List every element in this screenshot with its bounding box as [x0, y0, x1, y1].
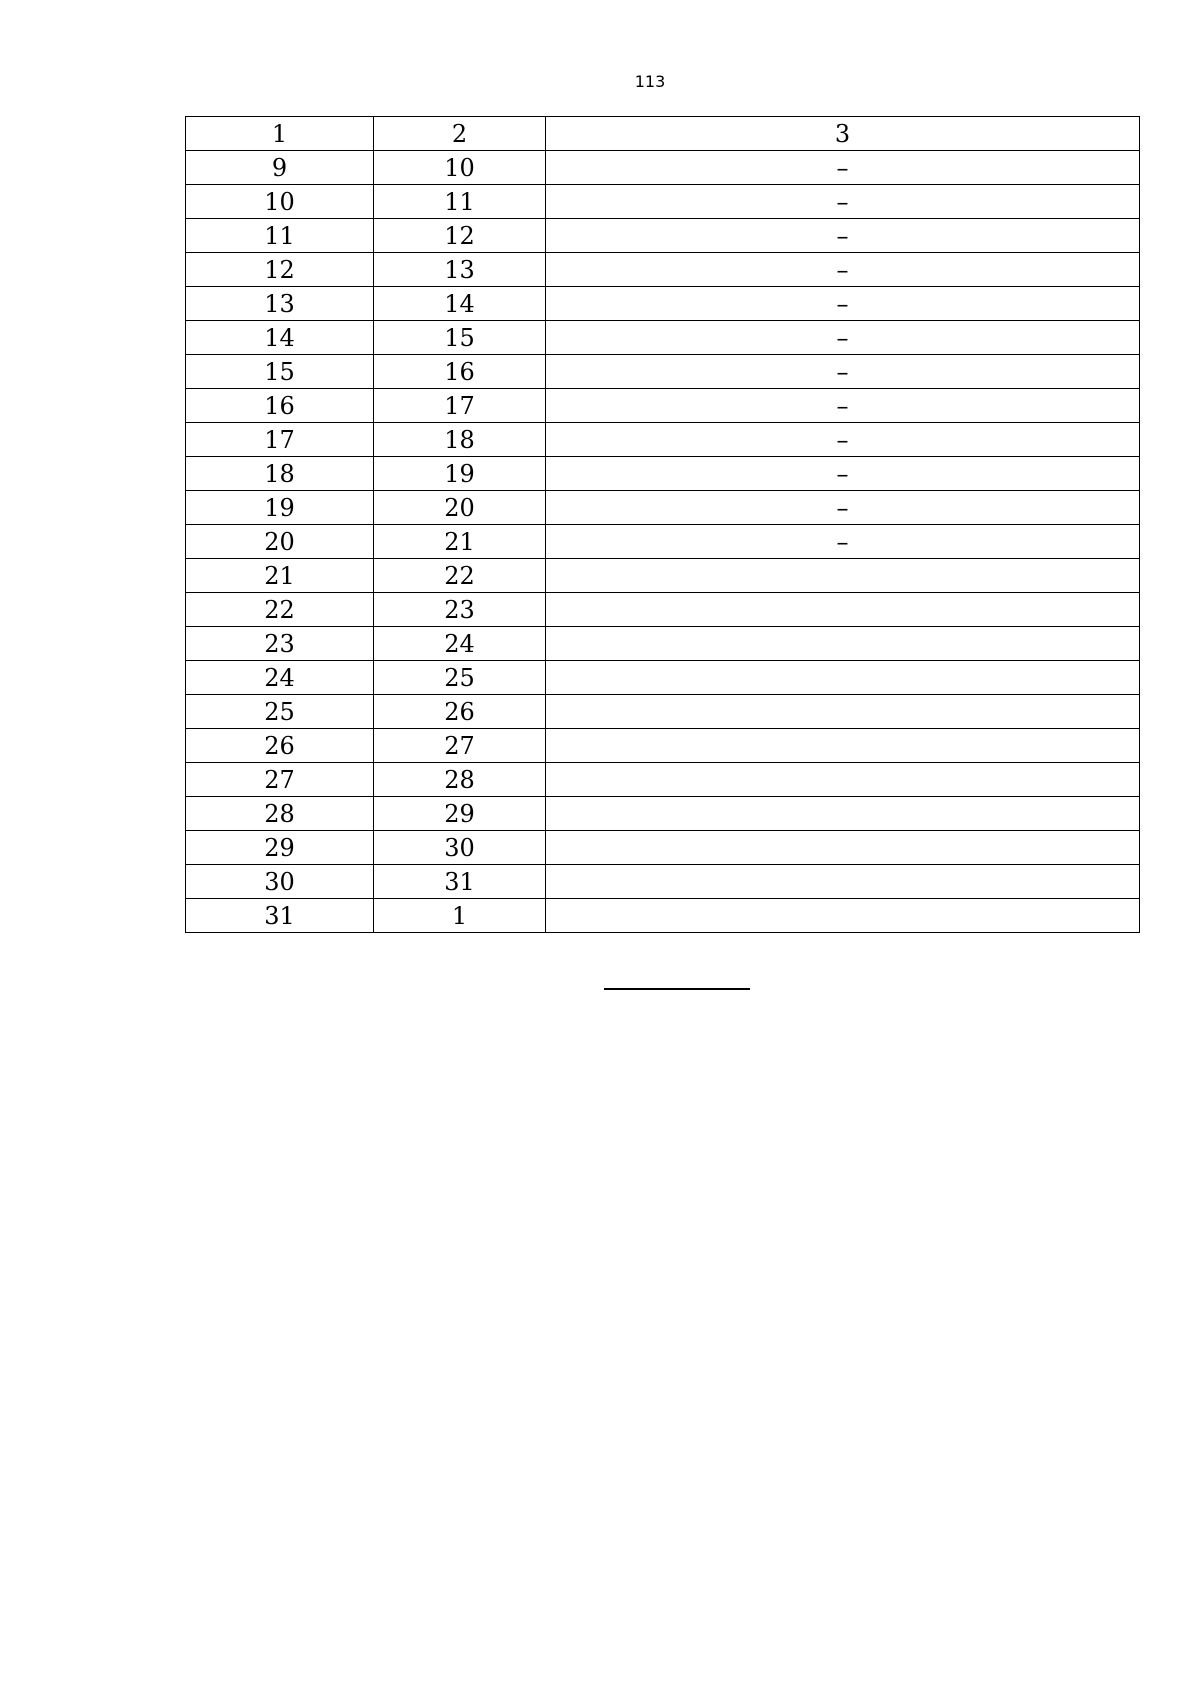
table-header-row [186, 117, 1140, 151]
table-cell-col2: 25 [374, 661, 546, 695]
table-cell-col3 [546, 559, 1140, 593]
table-row [186, 729, 1140, 763]
table-cell-col3 [546, 627, 1140, 661]
table-cell-col1: 13 [186, 287, 374, 321]
table-cell-col3 [546, 831, 1140, 865]
table-cell-col3: – [546, 253, 1140, 287]
table-cell-col1: 18 [186, 457, 374, 491]
table-cell-col3: – [546, 355, 1140, 389]
table-cell-col1: 10 [186, 185, 374, 219]
table-row [186, 491, 1140, 525]
table-cell-col2: 30 [374, 831, 546, 865]
table-cell-col2: 28 [374, 763, 546, 797]
table-cell-col1: 26 [186, 729, 374, 763]
table-row [186, 661, 1140, 695]
table-cell-col3 [546, 593, 1140, 627]
table-row [186, 695, 1140, 729]
table-cell-col2: 14 [374, 287, 546, 321]
table-cell-col1: 9 [186, 151, 374, 185]
table-cell-col3 [546, 661, 1140, 695]
table-cell-col3 [546, 865, 1140, 899]
table-cell-col1: 16 [186, 389, 374, 423]
table-cell-col2: 11 [374, 185, 546, 219]
table-cell-col3: – [546, 525, 1140, 559]
table-cell-col3: – [546, 287, 1140, 321]
table-row [186, 797, 1140, 831]
table-row [186, 389, 1140, 423]
table-cell-col1: 31 [186, 899, 374, 933]
table-cell-col3 [546, 695, 1140, 729]
table-cell-col3 [546, 797, 1140, 831]
table-cell-col1: 14 [186, 321, 374, 355]
page-number: 113 [634, 72, 666, 91]
table-row [186, 525, 1140, 559]
table-row [186, 865, 1140, 899]
table-body [186, 117, 1140, 933]
table-cell-col3 [546, 899, 1140, 933]
table-cell-col1: 11 [186, 219, 374, 253]
table-cell-col1: 20 [186, 525, 374, 559]
table-cell-col2: 17 [374, 389, 546, 423]
table-row [186, 899, 1140, 933]
table-row [186, 321, 1140, 355]
table-row [186, 423, 1140, 457]
table-row [186, 355, 1140, 389]
table-cell-col1: 27 [186, 763, 374, 797]
table-cell-col2: 10 [374, 151, 546, 185]
table-cell-col1: 22 [186, 593, 374, 627]
table-cell-col2: 29 [374, 797, 546, 831]
table-row [186, 219, 1140, 253]
table-cell-col2: 20 [374, 491, 546, 525]
table-cell-col2: 13 [374, 253, 546, 287]
table-row [186, 559, 1140, 593]
table-cell-col3 [546, 763, 1140, 797]
table-cell-col3 [546, 729, 1140, 763]
table-cell-col1: 17 [186, 423, 374, 457]
table-cell-col1: 25 [186, 695, 374, 729]
table-cell-col2: 19 [374, 457, 546, 491]
table-cell-col3: – [546, 389, 1140, 423]
table-cell-col1: 28 [186, 797, 374, 831]
table-row [186, 253, 1140, 287]
table-cell-col1: 30 [186, 865, 374, 899]
table-cell-col2: 23 [374, 593, 546, 627]
table-cell-col1: 24 [186, 661, 374, 695]
table-cell-col2: 26 [374, 695, 546, 729]
table-cell-col2: 15 [374, 321, 546, 355]
table-cell-col2: 21 [374, 525, 546, 559]
table-row [186, 831, 1140, 865]
table-cell-col3: – [546, 151, 1140, 185]
table-row [186, 627, 1140, 661]
header-cell-col2: 2 [374, 117, 546, 151]
table-cell-col2: 22 [374, 559, 546, 593]
table-cell-col1: 21 [186, 559, 374, 593]
table-cell-col1: 29 [186, 831, 374, 865]
table-cell-col2: 1 [374, 899, 546, 933]
table-cell-col1: 12 [186, 253, 374, 287]
table-cell-col3: – [546, 491, 1140, 525]
table-row [186, 185, 1140, 219]
table-cell-col3: – [546, 219, 1140, 253]
header-cell-col1: 1 [186, 117, 374, 151]
table-cell-col3: – [546, 457, 1140, 491]
table-cell-col2: 12 [374, 219, 546, 253]
table-cell-col3: – [546, 321, 1140, 355]
table-cell-col1: 15 [186, 355, 374, 389]
table-row [186, 593, 1140, 627]
table-cell-col3: – [546, 185, 1140, 219]
data-table [185, 116, 1140, 933]
table-cell-col2: 18 [374, 423, 546, 457]
table-row [186, 287, 1140, 321]
table-cell-col3: – [546, 423, 1140, 457]
table-row [186, 763, 1140, 797]
header-cell-col3: 3 [546, 117, 1140, 151]
table-cell-col2: 31 [374, 865, 546, 899]
table-row [186, 151, 1140, 185]
table-cell-col1: 19 [186, 491, 374, 525]
table-cell-col2: 16 [374, 355, 546, 389]
table-row [186, 457, 1140, 491]
table-cell-col2: 24 [374, 627, 546, 661]
table-cell-col2: 27 [374, 729, 546, 763]
end-of-section-rule [604, 988, 750, 990]
table-cell-col1: 23 [186, 627, 374, 661]
